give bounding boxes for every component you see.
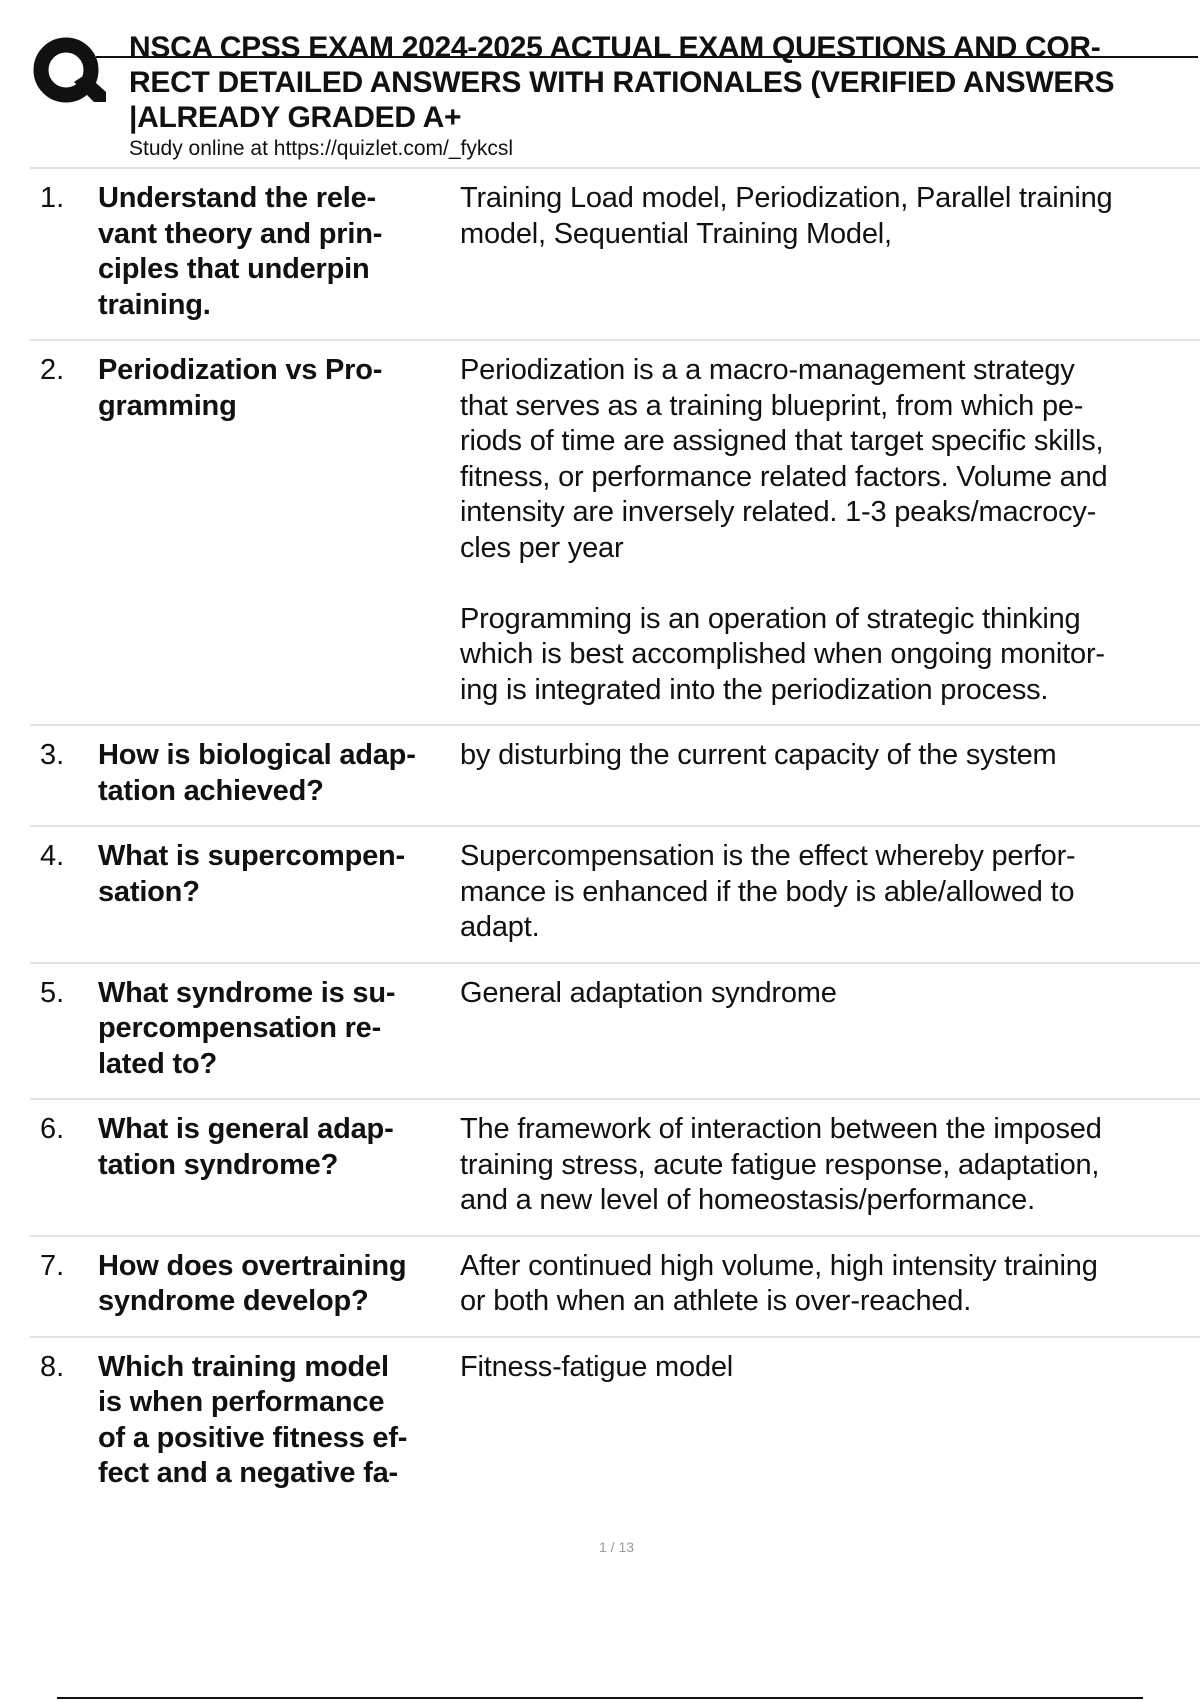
- flashcard-definition: Periodization is a a macro-management strategy that serves as a training blueprint, from which pe- riods of time are assigned that target specific skills, fitness, or performance related factors. Volume and intensity are inversely related. 1-3 peaks/macrocy- cles per year Programming is an operation of strategic thinking which is best accomplished when ongoing monitor- ing is integrated into the periodization process.: [460, 354, 1108, 706]
- flashcard-term: Understand the rele- vant theory and prin- ciples that underpin training.: [98, 182, 383, 321]
- flashcard-definition: After continued high volume, high intensity training or both when an athlete is over-reached.: [460, 1249, 1098, 1317]
- flashcard-term: How does overtraining syndrome develop?: [98, 1249, 407, 1317]
- flashcard-definition: Training Load model, Periodization, Parallel training model, Sequential Training Model,: [460, 182, 1113, 250]
- flashcard-number: 8.: [40, 1350, 65, 1383]
- flashcard-definition: General adaptation syndrome: [460, 976, 837, 1009]
- flashcard-list: [30, 167, 1200, 1508]
- flashcard-row-4: [30, 825, 1200, 962]
- flashcard-number: 2.: [40, 354, 65, 386]
- flashcard-row-5: [30, 962, 1200, 1099]
- flashcard-term: What is general adap- tation syndrome?: [98, 1113, 394, 1181]
- document-title: NSCA CPSS EXAM 2024-2025 ACTUAL EXAM QUESTIONS AND COR- RECT DETAILED ANSWERS WITH RATIONALES (VERIFIED ANSWERS |ALREADY GRADED A+: [129, 31, 1115, 134]
- flashcard-term: What is supercompen- sation?: [98, 840, 405, 908]
- flashcard-number: 6.: [40, 1113, 65, 1145]
- flashcard-number: 4.: [40, 840, 65, 872]
- flashcard-definition: Supercompensation is the effect whereby perfor- mance is enhanced if the body is able/allowed to adapt.: [460, 840, 1076, 943]
- flashcard-term: How is biological adap- tation achieved?: [98, 739, 416, 807]
- study-online-link-text: Study online at https://quizlet.com/_fykcsl: [129, 137, 514, 160]
- flashcard-number: 5.: [40, 976, 65, 1009]
- page-number: 1 / 13: [598, 1539, 635, 1555]
- flashcard-term: Which training model is when performance of a positive fitness ef- fect and a negative fa-: [98, 1350, 408, 1489]
- flashcard-number: 1.: [40, 182, 65, 214]
- flashcard-row-1: [30, 167, 1200, 339]
- flashcard-row-2: [30, 339, 1200, 724]
- flashcard-number: 7.: [40, 1249, 65, 1282]
- quizlet-q-logo-icon: [30, 34, 110, 114]
- flashcard-row-7: [30, 1235, 1200, 1336]
- flashcard-term: Periodization vs Pro- gramming: [98, 354, 383, 422]
- flashcard-row-6: [30, 1098, 1200, 1235]
- footer-rule: [57, 1697, 1143, 1699]
- flashcard-number: 3.: [40, 739, 65, 771]
- flashcard-row-3: [30, 724, 1200, 825]
- flashcard-term: What syndrome is su- percompensation re- lated to?: [98, 976, 396, 1080]
- flashcard-definition: by disturbing the current capacity of the system: [460, 739, 1057, 771]
- flashcard-definition: Fitness-fatigue model: [460, 1350, 734, 1383]
- flashcard-row-8: [30, 1336, 1200, 1508]
- flashcard-definition: The framework of interaction between the imposed training stress, acute fatigue response, adaptation, and a new level of homeostasis/performance.: [460, 1113, 1102, 1216]
